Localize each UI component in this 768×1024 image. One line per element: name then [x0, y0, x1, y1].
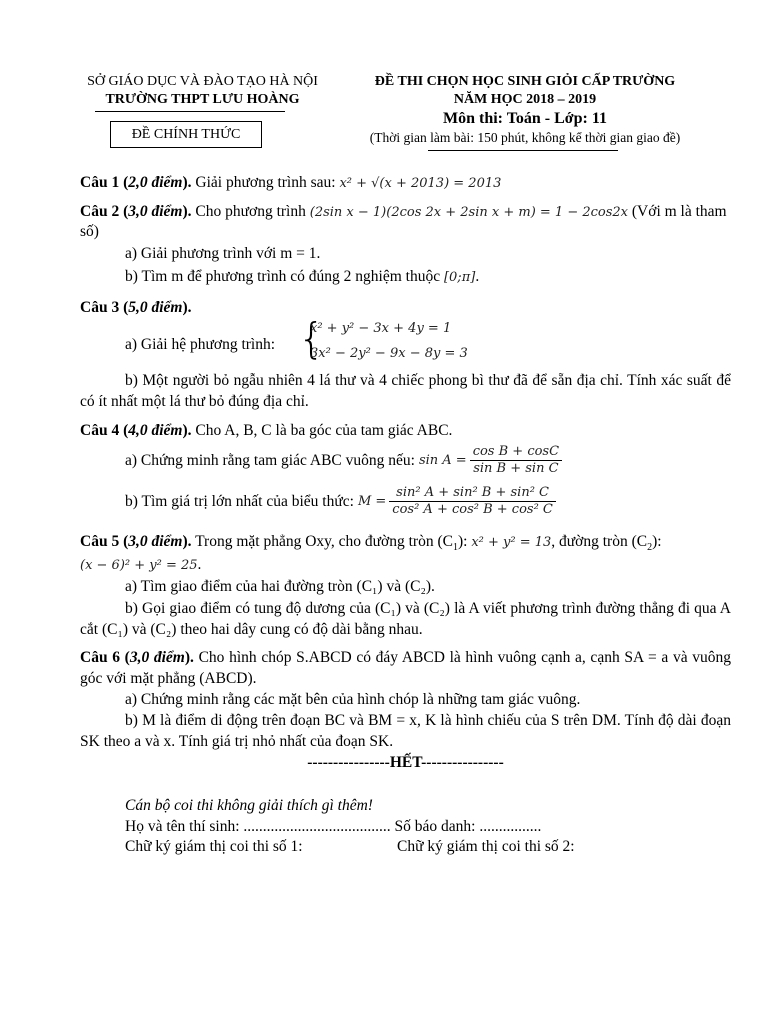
- header-underline: [428, 150, 618, 151]
- system-brace: {: [298, 314, 325, 363]
- q4-part-a: a) Chứng minh rằng tam giác ABC vuông nếu: sin A = $\frac{\text{cos B + cosC}}{\text{sin B + sin C}}$: [125, 442, 562, 478]
- proctor-2-signature: Chữ ký giám thị coi thi số 2:: [397, 838, 575, 855]
- q4-part-b: b) Tìm giá trị lớn nhất của biểu thức: M = $\frac{\text{sin² A + sin² B + sin² C}}{\text{cos² A + cos² B + cos² C}}$: [125, 482, 556, 520]
- subject-line: Môn thi: Toán - Lớp: 11: [442, 110, 607, 127]
- q4b-fraction: $\frac{\text{sin² A + sin² B + sin² C}}{\text{cos² A + cos² B + cos² C}}$: [389, 485, 556, 518]
- q6-part-b: b) M là điểm di động trên đoạn BC và BM = x, K là hình chiếu của S trên DM. Tính độ dài đoạn SK theo a và x. Tính giá trị nhỏ nhất của đoạn SK.: [80, 712, 731, 750]
- school-year: NĂM HỌC 2018 – 2019: [453, 92, 597, 107]
- q5-c2: (x − 6)² + y² = 25.: [80, 556, 202, 573]
- school-underline: [95, 111, 285, 112]
- proctor-1-signature: Chữ ký giám thị coi thi số 1:: [125, 838, 303, 855]
- q4a-fraction: $\frac{\text{cos B + cosC}}{\text{sin B + sin C}}$: [470, 444, 562, 477]
- department-name: SỞ GIÁO DỤC VÀ ĐÀO TẠO HÀ NỘI: [87, 74, 318, 89]
- question-5: Câu 5 (3,0 điểm). Trong mặt phẳng Oxy, cho đường tròn $(C_1)$: x² + y² = 13, đường tròn $(C_2)$:: [80, 533, 662, 554]
- q6-part-a: a) Chứng minh rằng các mặt bên của hình chóp là những tam giác vuông.: [125, 691, 581, 708]
- end-mark: ----------------HẾT----------------: [307, 754, 504, 771]
- question-2: Câu 2 (3,0 điểm). Cho phương trình (2sin x − 1)(2cos 2x + 2sin x + m) = 1 − 2cos2x (Với m là tham: [80, 203, 727, 220]
- q2-continuation: số): [80, 223, 99, 240]
- school-name: TRƯỜNG THPT LƯU HOÀNG: [105, 92, 300, 107]
- official-badge: ĐỀ CHÍNH THỨC: [110, 121, 262, 148]
- q2-formula: (2sin x − 1)(2cos 2x + 2sin x + m) = 1 − 2cos2x: [309, 205, 629, 220]
- duration-note: (Thời gian làm bài: 150 phút, không kể thời gian giao đề): [369, 130, 681, 145]
- c2-formula: (x − 6)² + y² = 25: [80, 558, 198, 573]
- question-1: Câu 1 (2,0 điểm). Giải phương trình sau: x² + √(x + 2013) = 2013: [80, 174, 502, 191]
- q2-part-b: b) Tìm m để phương trình có đúng 2 nghiệm thuộc [0;π].: [125, 268, 480, 285]
- q3-part-a: a) Giải hệ phương trình:: [125, 336, 276, 353]
- q2-part-a: a) Giải phương trình với m = 1.: [125, 245, 321, 262]
- c1-formula: x² + y² = 13: [471, 535, 552, 550]
- proctor-note: Cán bộ coi thi không giải thích gì thêm!: [125, 797, 373, 814]
- q3-part-b: b) Một người bỏ ngẫu nhiên 4 lá thư và 4 chiếc phong bì thư đã để sẵn địa chỉ. Tính xác suất để có ít nhất một lá thư bỏ đúng địa chỉ.: [80, 372, 731, 410]
- question-3: Câu 3 (5,0 điểm).: [80, 299, 192, 316]
- q2-interval: [0;π]: [443, 270, 476, 285]
- candidate-info-line: Họ và tên thí sinh: ...................................... Số báo danh: ................: [125, 818, 542, 835]
- q1-formula: x² + √(x + 2013) = 2013: [339, 176, 502, 191]
- exam-title: ĐỀ THI CHỌN HỌC SINH GIỎI CẤP TRƯỜNG: [374, 74, 676, 89]
- question-6: Câu 6 (3,0 điểm). Cho hình chóp S.ABCD có đáy ABCD là hình vuông cạnh a, cạnh SA = a và vuông góc với mặt phẳng (ABCD).: [80, 649, 732, 687]
- q5-part-b: b) Gọi giao điểm có tung độ dương của (C₁) và (C₂) là A viết phương trình đường thẳng đi qua A cắt (C₁) và (C₂) theo hai dây cung có độ dài bằng nhau.: [80, 600, 731, 638]
- q5-part-a: a) Tìm giao điểm của hai đường tròn (C₁) và (C₂).: [125, 578, 435, 595]
- q3-equation-1: x² + y² − 3x + 4y = 1: [310, 321, 452, 336]
- q3-equation-2: 3x² − 2y² − 9x − 8y = 3: [310, 346, 468, 361]
- question-4: Câu 4 (4,0 điểm). Cho A, B, C là ba góc của tam giác ABC.: [80, 422, 453, 439]
